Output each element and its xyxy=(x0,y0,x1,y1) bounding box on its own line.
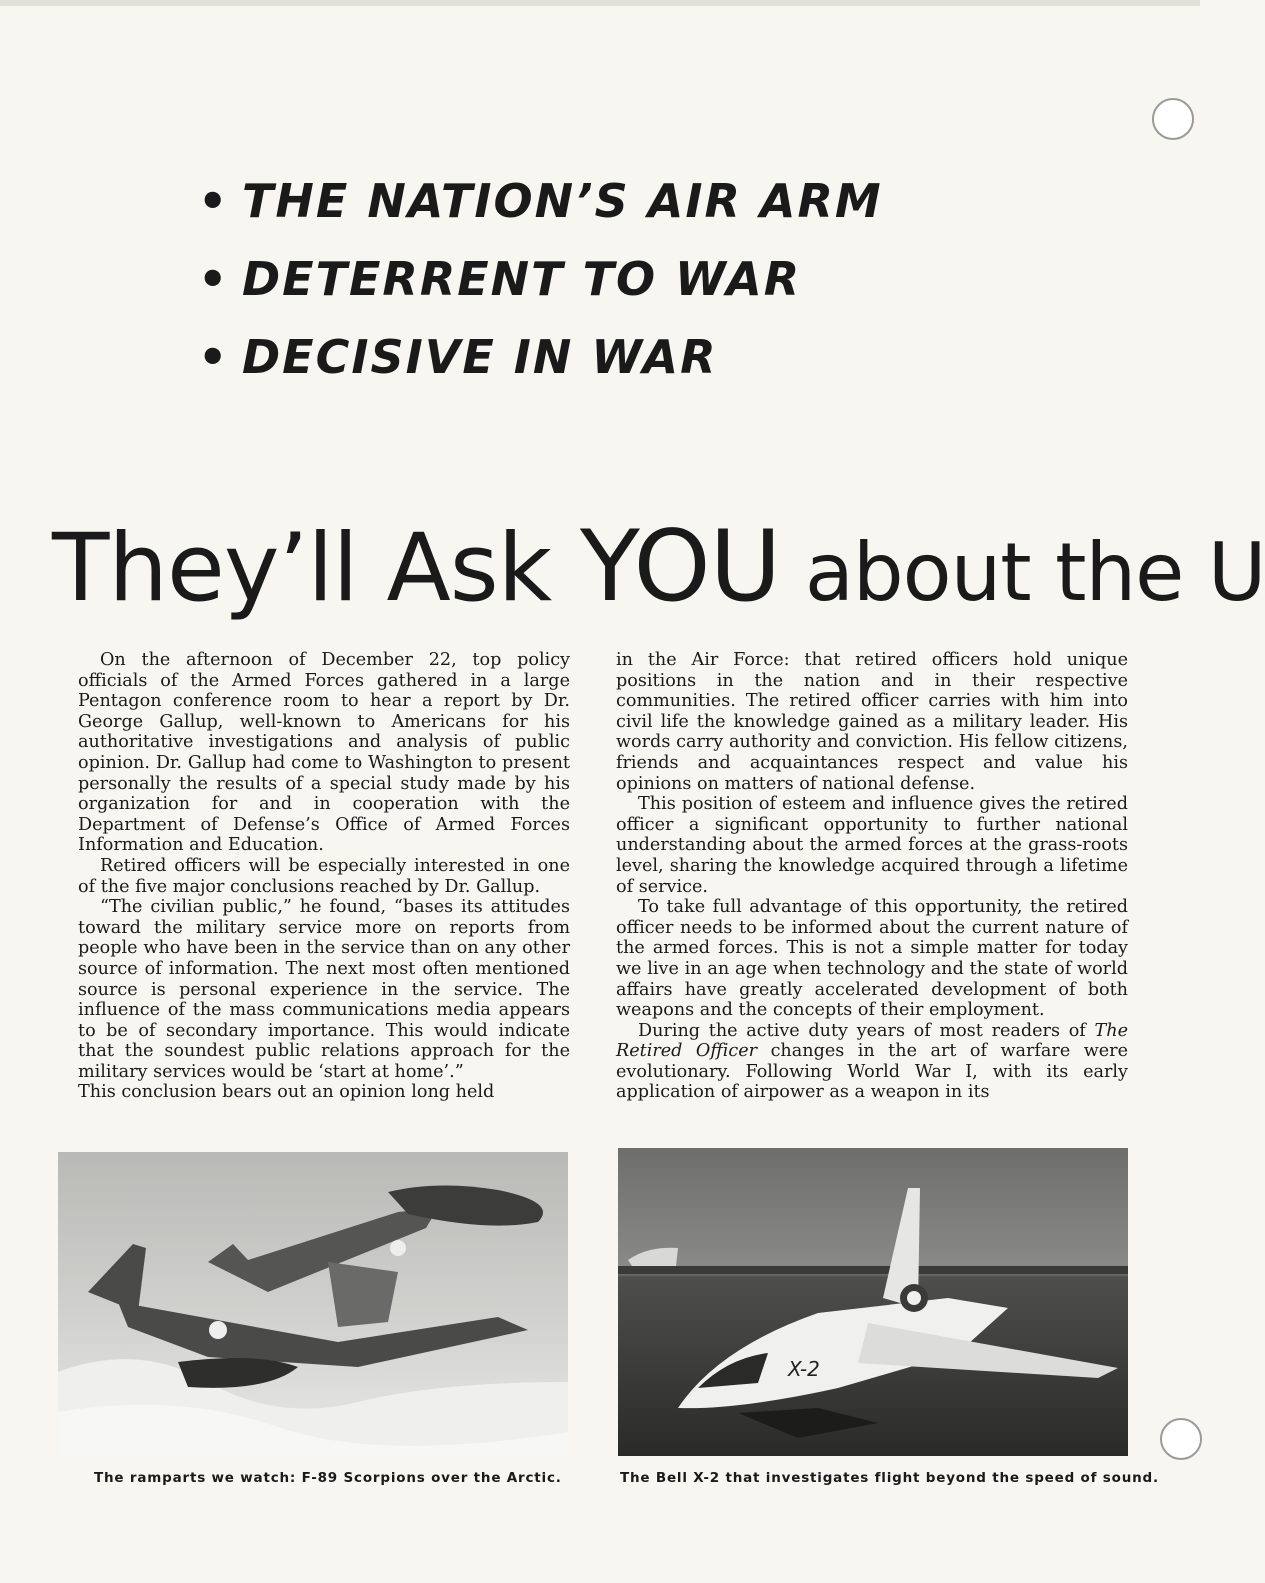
punch-hole-top xyxy=(1152,98,1194,140)
paragraph-text: changes in the art of warfare were evolutionary. Following World War I, with its early application of airpower as a weapon in its xyxy=(616,1041,1128,1103)
article-headline xyxy=(52,510,1265,628)
tagline-list xyxy=(198,170,883,404)
tagline-item xyxy=(198,248,883,326)
tagline-item xyxy=(198,170,883,248)
headline-part-3: about the U xyxy=(780,526,1265,619)
paragraph: This position of esteem and influence gives the retired officer a significant opportunity to further national understanding about the armed forces at the grass-roots level, sharing the knowledge acquired through a lifetime of service. xyxy=(616,794,1128,897)
paragraph: On the afternoon of December 22, top policy officials of the Armed Forces gathered in a large Pentagon conference room to hear a report by Dr. George Gallup, well-known to Americans for his authoritative investigations and analysis of public opinion. Dr. Gallup had come to Washington to present personally the results of a special study made by his organization for and in cooperation with the Department of Defense’s Office of Armed Forces Information and Education. xyxy=(78,650,570,856)
bullet-icon: • xyxy=(198,174,230,228)
f89-illustration xyxy=(58,1152,568,1456)
paragraph-text: During the active duty years of most readers of xyxy=(638,1020,1095,1041)
bullet-icon: • xyxy=(198,252,230,306)
tagline-text: DECISIVE IN WAR xyxy=(242,330,718,384)
headline-emphasis: YOU xyxy=(580,510,781,624)
tagline-item xyxy=(198,326,883,404)
punch-hole-bottom xyxy=(1160,1418,1202,1460)
publication-title: The Retired Officer xyxy=(616,1020,1128,1062)
photo-bell-x2 xyxy=(618,1148,1128,1456)
paragraph xyxy=(616,1021,1128,1103)
photo-caption-right: The Bell X-2 that investigates flight beyond the speed of sound. xyxy=(620,1470,1159,1486)
x2-illustration xyxy=(618,1148,1128,1456)
article-column-left xyxy=(78,650,570,1103)
headline-part-1: They’ll Ask xyxy=(52,514,581,623)
photo-f89-scorpions xyxy=(58,1152,568,1456)
tagline-text: DETERRENT TO WAR xyxy=(242,252,802,306)
paragraph: This conclusion bears out an opinion long held xyxy=(78,1082,495,1103)
photo-caption-left: The ramparts we watch: F-89 Scorpions over the Arctic. xyxy=(94,1470,562,1486)
page-top-edge xyxy=(0,0,1200,6)
block-quote: “The civilian public,” he found, “bases its attitudes toward the military service more on reports from people who have been in the service than on any other source of information. The next most often mentioned source is personal experience in the service. The influence of the mass communications media appears to be of secondary importance. This would indicate that the soundest public relations approach for the military services would be ‘start at home’.” xyxy=(78,897,570,1082)
paragraph: in the Air Force: that retired officers hold unique positions in the nation and in their respective communities. The retired officer carries with him into civil life the knowledge gained as a military leader. His words carry authority and conviction. His fellow citizens, friends and acquaintances respect and value his opinions on matters of national defense. xyxy=(616,650,1128,794)
x2-marking: X-2 xyxy=(788,1357,820,1381)
bullet-icon: • xyxy=(198,330,230,384)
paragraph: Retired officers will be especially interested in one of the five major conclusions reached by Dr. Gallup. xyxy=(78,855,570,897)
paragraph: To take full advantage of this opportunity, the retired officer needs to be informed about the current nature of the armed forces. This is not a simple matter for today we live in an age when technology and the state of world affairs have greatly accelerated development of both weapons and the concepts of their employment. xyxy=(616,897,1128,1021)
article-column-right xyxy=(616,650,1128,1103)
tagline-text: THE NATION’S AIR ARM xyxy=(242,174,883,228)
